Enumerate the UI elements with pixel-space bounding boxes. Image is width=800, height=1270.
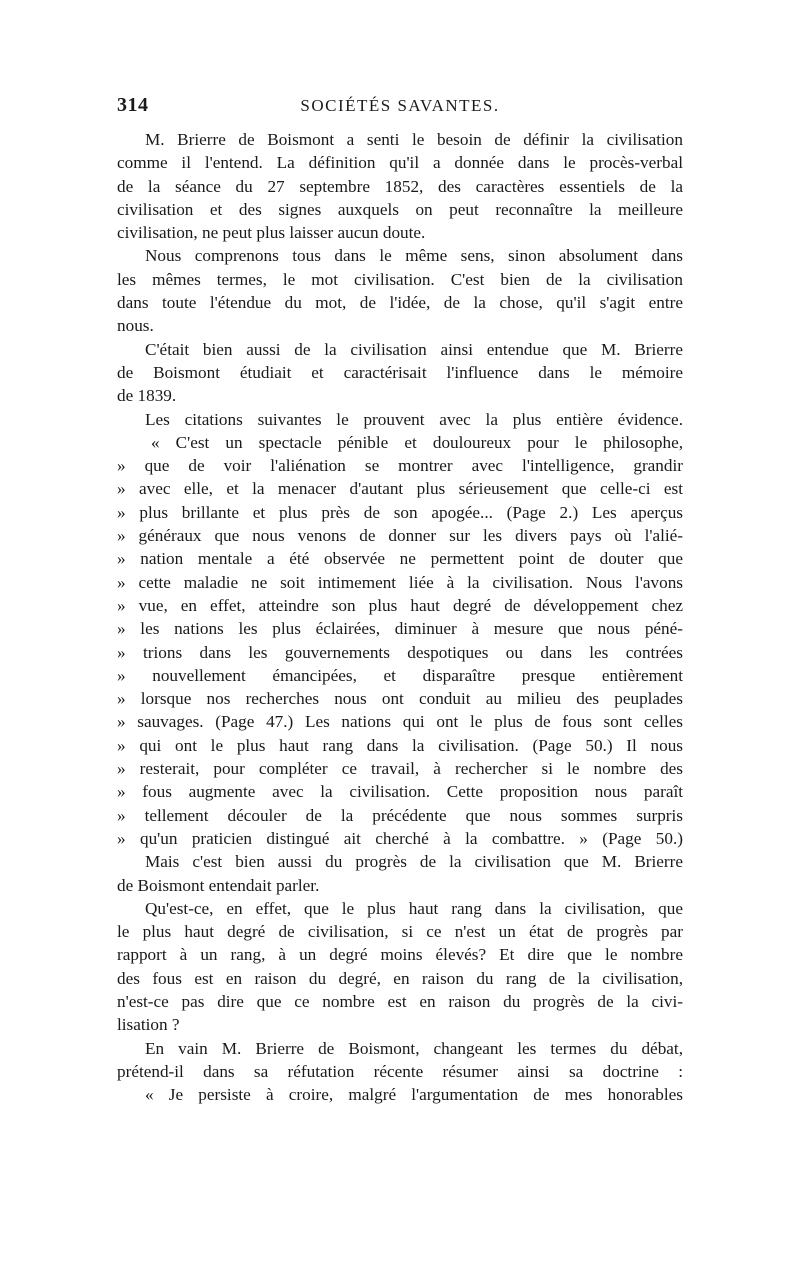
text-line: » tellement découler de la précédente que nous sommes surpris [117,805,683,825]
text-line: M. Brierre de Boismont a senti le besoin de définir la civilisation [145,130,683,149]
text-line: » les nations les plus éclairées, diminuer à mesure que nous péné- [117,619,683,639]
text-line: » trions dans les gouvernements despotiques ou dans les contrées [117,642,683,662]
text-line: » qu'un praticien distingué ait cherché à la combattre. » (Page 50.) [117,828,683,848]
text-line: Mais c'est bien aussi du progrès de la civilisation que M. Brierre [145,852,683,872]
text-line: » cette maladie ne soit intimement liée à la civilisation. Nous l'avons [117,572,683,592]
text-line: « C'est un spectacle pénible et douloureux pour le philosophe, [151,432,683,452]
text-line: En vain M. Brierre de Boismont, changeant les termes du débat, [145,1038,683,1058]
text-line: civilisation et des signes auxquels on peut reconnaître la meilleure [117,199,683,219]
text-line: Qu'est-ce, en effet, que le plus haut rang dans la civilisation, que [145,898,683,918]
text-line: » avec elle, et la menacer d'autant plus sérieusement que celle-ci est [117,479,683,499]
text-line: rapport à un rang, à un degré moins élevés? Et dire que le nombre [117,945,683,965]
text-line: Nous comprenons tous dans le même sens, sinon absolument dans [145,246,683,266]
text-line: C'était bien aussi de la civilisation ainsi entendue que M. Brierre [145,339,683,359]
running-head: SOCIÉTÉS SAVANTES. [300,96,500,115]
page-header [117,94,683,118]
text-line: les mêmes termes, le mot civilisation. C'est bien de la civilisation [117,269,683,289]
text-line: civilisation, ne peut plus laisser aucun doute. [117,223,426,243]
text-line: de la séance du 27 septembre 1852, des caractères essentiels de la [117,176,683,196]
text-line: de Boismont entendait parler. [117,875,320,895]
page-number: 314 [117,94,149,116]
text-line: » resterait, pour compléter ce travail, à rechercher si le nombre des [117,759,683,779]
text-line: « Je persiste à croire, malgré l'argumentation de mes honorables [145,1085,683,1105]
text-line: lisation ? [117,1015,180,1035]
text-line: le plus haut degré de civilisation, si ce n'est un état de progrès par [117,922,683,942]
text-line: comme il l'entend. La définition qu'il a donnée dans le procès-verbal [117,153,683,173]
text-line: » nation mentale a été observée ne permettent point de douter que [117,549,683,569]
text-line: » fous augmente avec la civilisation. Cette proposition nous paraît [117,782,683,802]
text-line: » vue, en effet, atteindre son plus haut degré de développement chez [117,595,683,615]
text-line: » qui ont le plus haut rang dans la civilisation. (Page 50.) Il nous [117,735,683,755]
text-line: » que de voir l'aliénation se montrer avec l'intelligence, grandir [117,456,683,476]
text-line: » sauvages. (Page 47.) Les nations qui ont le plus de fous sont celles [117,712,683,732]
text-line: des fous est en raison du degré, en raison du rang de la civilisation, [117,968,683,988]
text-line: dans toute l'étendue du mot, de l'idée, de la chose, qu'il s'agit entre [117,293,683,313]
text-line: » nouvellement émancipées, et disparaître presque entièrement [117,665,683,685]
text-line: de Boismont étudiait et caractérisait l'influence dans le mémoire [117,362,683,382]
text-line: » plus brillante et plus près de son apogée... (Page 2.) Les aperçus [117,502,683,522]
text-line: Les citations suivantes le prouvent avec la plus entière évidence. [145,409,683,429]
page-body [117,128,683,1106]
text-line: prétend-il dans sa réfutation récente résumer ainsi sa doctrine : [117,1061,683,1081]
text-line: de 1839. [117,386,177,406]
text-line: » généraux que nous venons de donner sur les divers pays où l'alié- [117,526,683,546]
text-line: n'est-ce pas dire que ce nombre est en raison du progrès de la civi- [117,991,683,1011]
text-line: nous. [117,316,154,336]
text-line: » lorsque nos recherches nous ont conduit au milieu des peuplades [117,689,683,709]
